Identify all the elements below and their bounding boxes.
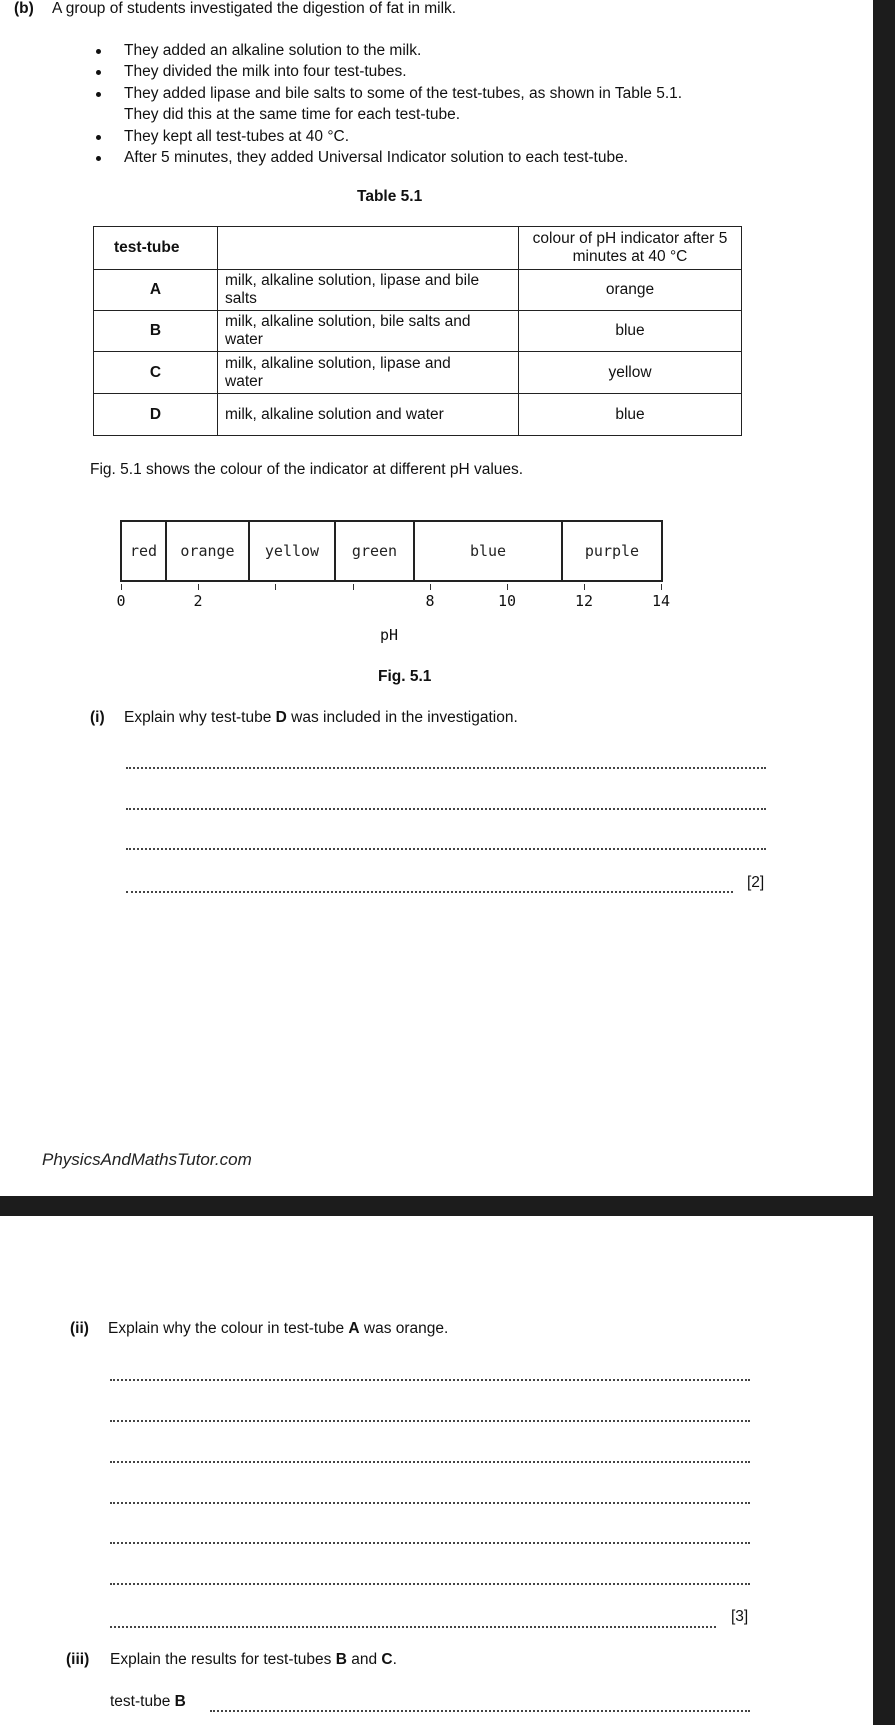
page-edge xyxy=(873,0,895,1196)
question-text: and xyxy=(346,1651,382,1668)
answer-line[interactable] xyxy=(126,848,766,850)
answer-line[interactable] xyxy=(110,1379,750,1381)
contents-line: milk, alkaline solution, lipase and xyxy=(225,354,451,372)
intro-text: A group of students investigated the digestion of fat in milk. xyxy=(52,0,457,17)
part-b-label: (b) xyxy=(14,0,34,17)
question-text: was orange. xyxy=(359,1320,449,1337)
band-purple: purple xyxy=(584,542,640,560)
ph-value-label: 12 xyxy=(574,592,594,610)
axis-tick xyxy=(661,584,662,590)
axis-tick xyxy=(507,584,508,590)
bullet-text: They kept all test-tubes at 40 °C. xyxy=(124,128,350,145)
table-header-row xyxy=(94,227,742,270)
table-row xyxy=(94,311,742,352)
table-row xyxy=(94,394,742,436)
question-text: Explain why test-tube xyxy=(124,709,276,726)
header-colour-line2: minutes at 40 °C xyxy=(572,248,688,265)
question-text: Explain the results for test-tubes xyxy=(110,1651,336,1668)
header-colour xyxy=(519,227,742,270)
ph-value-label: 0 xyxy=(116,592,126,610)
axis-tick xyxy=(584,584,585,590)
contents-line: milk, alkaline solution, bile salts and xyxy=(225,313,471,330)
header-colour-line1: colour of pH indicator after 5 xyxy=(532,230,728,247)
ph-colour-scale xyxy=(120,520,663,582)
band-green: green xyxy=(336,522,415,580)
answer-line[interactable] xyxy=(126,808,766,810)
question-bold: B xyxy=(335,1651,347,1668)
ph-value-label: 8 xyxy=(425,592,435,610)
tube-contents: milk, alkaline solution and water xyxy=(218,394,519,436)
tube-contents xyxy=(218,352,519,394)
question-text: Explain why the colour in test-tube xyxy=(108,1320,349,1337)
sub-label-text: test-tube xyxy=(110,1693,175,1710)
question-text: was included in the investigation. xyxy=(286,709,518,726)
answer-line[interactable] xyxy=(110,1542,750,1544)
sub-label-bold: B xyxy=(174,1693,186,1710)
marks-indicator: [2] xyxy=(747,874,765,891)
bullet-icon xyxy=(96,156,101,161)
contents-line: salts xyxy=(225,290,257,307)
question-iii-text xyxy=(110,1651,397,1669)
tube-colour: blue xyxy=(519,394,742,436)
tube-contents xyxy=(218,270,519,311)
sub-answer-label xyxy=(110,1693,186,1711)
question-bold: A xyxy=(348,1320,360,1337)
bullet-text: They divided the milk into four test-tubes. xyxy=(124,63,407,80)
question-bold: D xyxy=(275,709,287,726)
bullet-icon xyxy=(96,135,101,140)
bullet-icon xyxy=(96,49,101,54)
header-test-tube: test-tube xyxy=(94,227,218,270)
header-contents xyxy=(218,227,519,270)
tube-colour: yellow xyxy=(519,352,742,394)
table-title: Table 5.1 xyxy=(357,188,423,205)
tube-label: A xyxy=(94,270,218,311)
tube-label: C xyxy=(94,352,218,394)
table-row xyxy=(94,352,742,394)
axis-tick xyxy=(275,584,276,590)
table-row xyxy=(94,270,742,311)
band-blue: blue xyxy=(415,522,563,580)
bullet-text: They added lipase and bile salts to some of the test-tubes, as shown in Table 5.1. xyxy=(124,85,683,102)
answer-line[interactable] xyxy=(110,1461,750,1463)
band-orange: orange xyxy=(167,522,250,580)
answer-line[interactable] xyxy=(110,1583,750,1585)
ph-value-label: 10 xyxy=(497,592,517,610)
axis-tick xyxy=(430,584,431,590)
answer-line[interactable] xyxy=(210,1710,750,1712)
question-iii-label: (iii) xyxy=(66,1651,90,1668)
ph-value-label: 2 xyxy=(193,592,203,610)
tube-colour: orange xyxy=(519,270,742,311)
marks-indicator: [3] xyxy=(731,1608,749,1625)
band-yellow: yellow xyxy=(250,522,336,580)
answer-line[interactable] xyxy=(126,891,733,893)
question-i-text xyxy=(124,709,518,727)
answer-line[interactable] xyxy=(110,1420,750,1422)
site-watermark: PhysicsAndMathsTutor.com xyxy=(42,1150,252,1169)
results-table xyxy=(93,226,742,436)
page-edge xyxy=(873,1216,895,1725)
ph-value-label: 14 xyxy=(651,592,671,610)
tube-label: B xyxy=(94,311,218,352)
axis-tick xyxy=(353,584,354,590)
contents-line: milk, alkaline solution, lipase and bile xyxy=(225,272,480,289)
question-ii-label: (ii) xyxy=(70,1320,89,1337)
figure-caption: Fig. 5.1 xyxy=(378,668,432,685)
band-red: red xyxy=(122,522,167,580)
contents-line: water xyxy=(225,372,263,390)
question-bold: C xyxy=(381,1651,393,1668)
bullet-text: After 5 minutes, they added Universal Indicator solution to each test-tube. xyxy=(124,149,629,166)
axis-tick xyxy=(198,584,199,590)
answer-line[interactable] xyxy=(110,1502,750,1504)
axis-tick xyxy=(121,584,122,590)
exam-page-2 xyxy=(0,1216,873,1725)
bullet-text: They added an alkaline solution to the milk. xyxy=(124,42,422,59)
ph-axis-label: pH xyxy=(380,626,399,644)
answer-line[interactable] xyxy=(110,1626,716,1628)
question-text: . xyxy=(392,1651,397,1668)
tube-colour: blue xyxy=(519,311,742,352)
contents-line: water xyxy=(225,331,263,348)
answer-line[interactable] xyxy=(126,767,766,769)
question-i-label: (i) xyxy=(90,709,105,726)
question-ii-text xyxy=(108,1320,448,1338)
bullet-icon xyxy=(96,70,101,75)
tube-contents xyxy=(218,311,519,352)
tube-label: D xyxy=(94,394,218,436)
bullet-icon xyxy=(96,92,101,97)
bullet-text-continued: They did this at the same time for each test-tube. xyxy=(124,106,460,123)
figure-intro: Fig. 5.1 shows the colour of the indicator at different pH values. xyxy=(90,461,524,478)
